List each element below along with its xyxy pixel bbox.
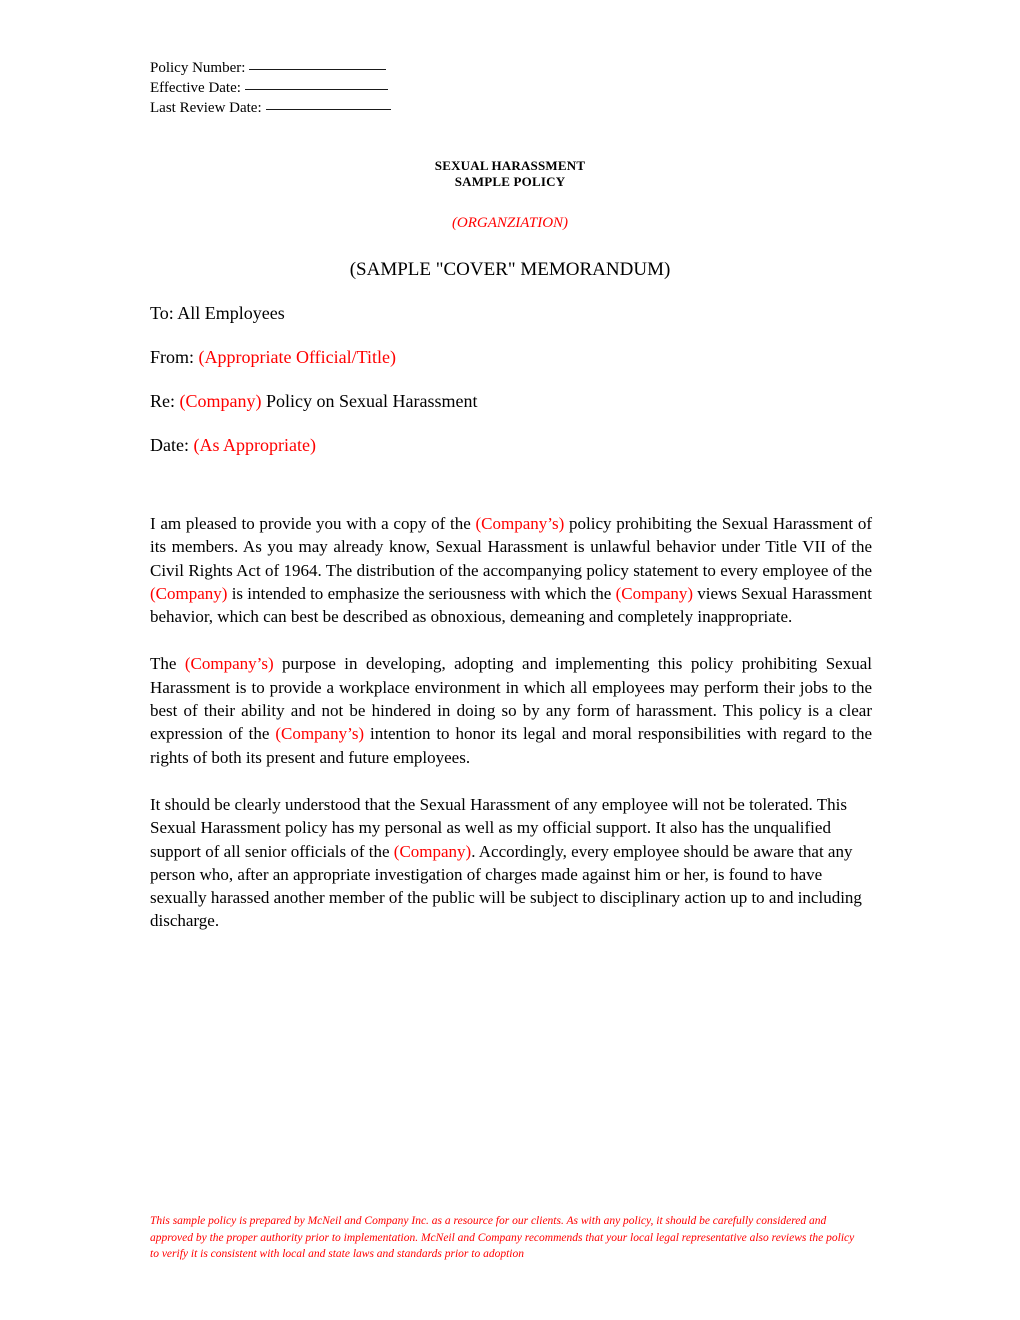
memo-to-value: All Employees bbox=[173, 303, 285, 323]
effective-date-line bbox=[150, 78, 391, 98]
body-paragraph-2 bbox=[150, 652, 872, 768]
p2-company-placeholder-2: (Company’s) bbox=[275, 724, 365, 744]
document-title-line-2: SAMPLE POLICY bbox=[454, 174, 566, 189]
p2-company-placeholder-1: (Company’s) bbox=[184, 654, 274, 674]
organization-placeholder: (ORGANZIATION) bbox=[451, 215, 569, 231]
p2-segment-b: purpose in developing, adopting and implementing this policy prohibiting Sexual Harassment is to provide a workplace environment in which all employees may perform their jobs to the best of their ability and not be hindered in doing so by any form of harassment. This policy is a clear expression of the bbox=[150, 654, 872, 744]
memo-field-to bbox=[150, 303, 890, 324]
policy-number-blank bbox=[249, 69, 386, 70]
p2-segment-a: The bbox=[150, 654, 185, 674]
p1-segment-b: policy prohibiting the Sexual Harassment of its members. As you may already know, Sexual Harassment is unlawful behavior under Title VII of the Civil Rights Act of 1964. The distribution of the accompanying policy statement to every employee of the bbox=[150, 514, 872, 580]
p3-segment-b: . Accordingly, every employee should be aware that any person who, after an appropriate investigation of charges made against him or her, is found to have sexually harassed another member of the public will be subject to disciplinary action up to and including discharge. bbox=[150, 841, 862, 931]
memo-re-company-placeholder: (Company) bbox=[175, 391, 262, 411]
memo-re-value: Policy on Sexual Harassment bbox=[261, 391, 478, 411]
memo-field-date bbox=[150, 435, 890, 456]
memorandum-title: (SAMPLE "COVER" MEMORANDUM) bbox=[349, 259, 671, 280]
effective-date-label: Effective Date: bbox=[150, 80, 241, 96]
body-paragraph-3 bbox=[150, 793, 872, 933]
p1-company-placeholder-3: (Company) bbox=[615, 583, 694, 603]
p3-company-placeholder-1: (Company) bbox=[393, 841, 472, 861]
memorandum-body bbox=[150, 512, 872, 933]
policy-number-label: Policy Number: bbox=[150, 60, 246, 76]
memorandum-header-fields bbox=[150, 303, 890, 456]
p2-segment-c: intention to honor its legal and moral responsibilities with regard to the rights of both its present and future employees. bbox=[150, 724, 873, 767]
document-title bbox=[0, 158, 1020, 190]
p1-company-placeholder-1: (Company’s) bbox=[475, 514, 565, 533]
last-review-date-label: Last Review Date: bbox=[150, 100, 262, 116]
document-title-line-1: SEXUAL HARASSMENT bbox=[434, 158, 586, 173]
policy-number-line bbox=[150, 58, 391, 78]
last-review-date-blank bbox=[266, 109, 391, 110]
last-review-date-line bbox=[150, 98, 391, 118]
memo-field-re bbox=[150, 391, 890, 412]
memo-from-label: From: bbox=[150, 347, 195, 367]
p1-segment-c: is intended to emphasize the seriousness with which the bbox=[227, 583, 616, 603]
p1-segment-a: I am pleased to provide you with a copy of the bbox=[150, 514, 476, 533]
p3-segment-a: It should be clearly understood that the Sexual Harassment of any employee will not be tolerated. This Sexual Harassment policy has my personal as well as my official support. It also has the unqualified support of all senior officials of the bbox=[150, 794, 847, 861]
body-paragraph-1 bbox=[150, 512, 872, 628]
policy-meta-block bbox=[150, 58, 391, 118]
memo-date-value: (As Appropriate) bbox=[188, 435, 316, 455]
memo-re-label: Re: bbox=[150, 391, 175, 411]
memo-field-from bbox=[150, 347, 890, 368]
p1-segment-d: views Sexual Harassment behavior, which can best be described as obnoxious, demeaning and completely inappropriate. bbox=[150, 583, 873, 627]
memo-from-value: (Appropriate Official/Title) bbox=[194, 347, 396, 367]
p1-company-placeholder-2: (Company) bbox=[150, 583, 228, 603]
footer-disclaimer: This sample policy is prepared by McNeil and Company Inc. as a resource for our clients. As with any policy, it should be carefully considered and approved by the proper authority prior to implementation. McNeil and Company recommends that your local legal representative also reviews the policy to verify it is consistent with local and state laws and standards prior to adoption bbox=[150, 1215, 855, 1260]
memo-to-label: To: bbox=[150, 303, 174, 323]
effective-date-blank bbox=[245, 89, 388, 90]
memo-date-label: Date: bbox=[150, 435, 189, 455]
